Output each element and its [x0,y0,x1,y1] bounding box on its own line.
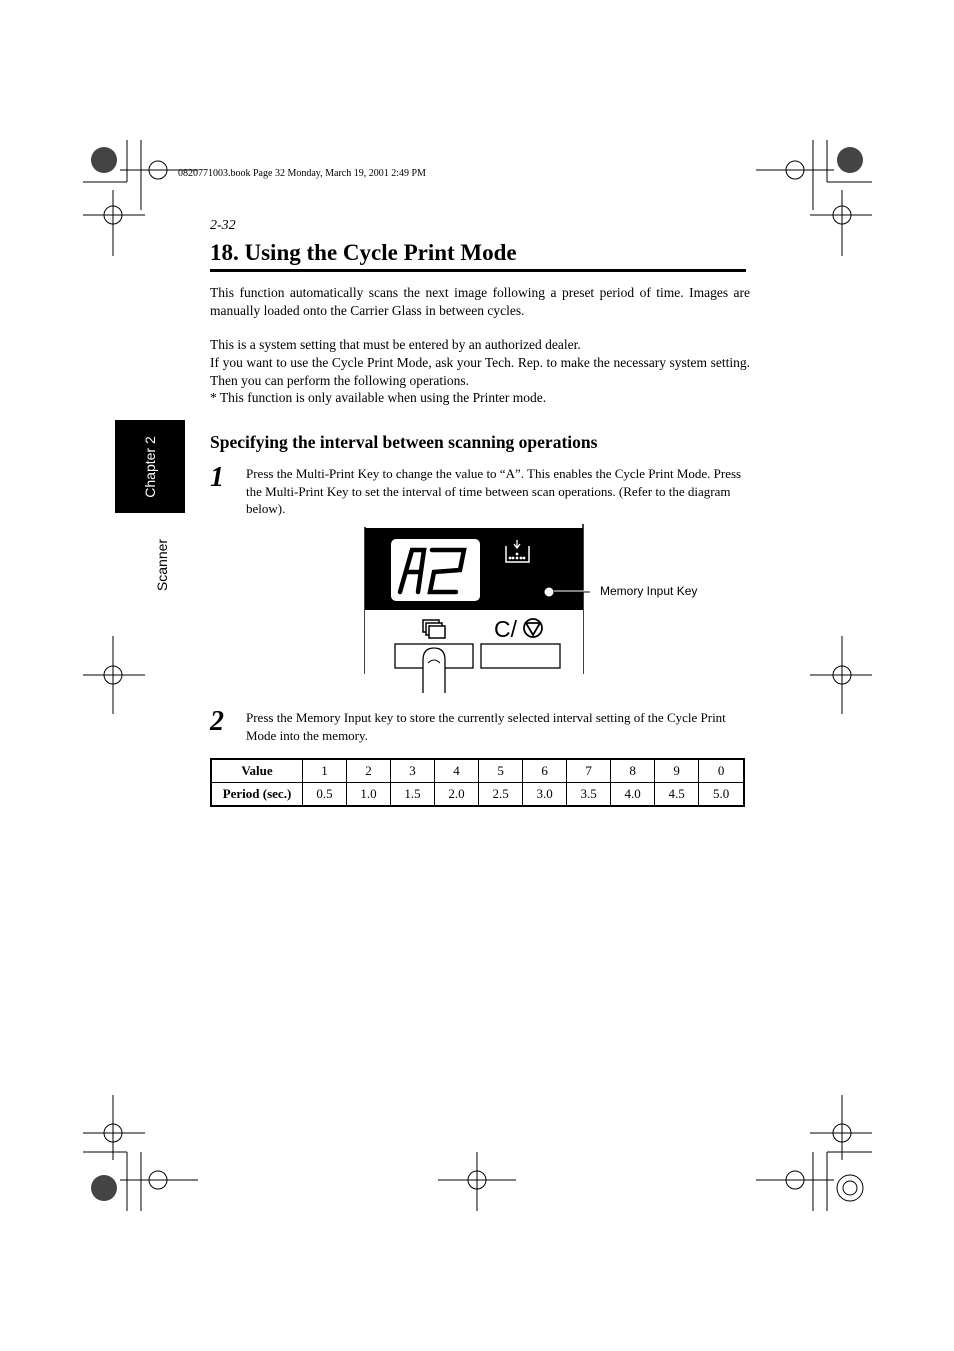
control-panel-diagram [360,522,590,697]
tech-rep-note: If you want to use the Cycle Print Mode, ask your Tech. Rep. to make the necessary system setting. Then you can perform the following operations. [210,355,750,388]
title-rule [210,269,746,272]
section-tab-label: Scanner [154,538,170,592]
intro-paragraph: This function automatically scans the next image following a preset period of time. Images are manually loaded onto the Carrier Glass in between cycles. [210,285,750,318]
step-1-text: Press the Multi-Print Key to change the value to “A”. This enables the Cycle Print Mode. Press the Multi-Print Key to set the interval of time between scan operations. (Refer to the diagram below). [246,466,742,516]
table-cell: 1.5 [391,783,435,807]
table-cell: 4.0 [611,783,655,807]
table-cell: 6 [523,759,567,783]
table-cell: 2.0 [435,783,479,807]
chapter-tab [115,420,185,513]
table-cell: 3.0 [523,783,567,807]
table-cell: 9 [655,759,699,783]
finger-pointer [423,648,445,693]
memory-input-key-callout: Memory Input Key [600,584,698,598]
printer-mode-note: * This function is only available when using the Printer mode. [210,390,547,405]
table-cell: 7 [567,759,611,783]
page-number: 2-32 [210,218,236,233]
clear-stop-key[interactable] [481,644,560,668]
row-header-period: Period (sec.) [211,783,303,807]
table-cell: 5 [479,759,523,783]
table-cell: 2.5 [479,783,523,807]
section-heading: Specifying the interval between scanning operations [210,432,598,452]
table-cell: 3 [391,759,435,783]
table-cell: 1.0 [347,783,391,807]
table-cell: 4.5 [655,783,699,807]
table-cell: 4 [435,759,479,783]
table-cell: 1 [303,759,347,783]
table-cell: 3.5 [567,783,611,807]
page-title: 18. Using the Cycle Print Mode [210,240,517,265]
dealer-note: This is a system setting that must be entered by an authorized dealer. [210,337,581,352]
step-1-number: 1 [210,462,224,493]
table-cell: 8 [611,759,655,783]
chapter-tab-label: Chapter 2 [142,435,158,498]
table-cell: 2 [347,759,391,783]
print-info-line: 0820771003.book Page 32 Monday, March 19, 2001 2:49 PM [178,168,426,179]
multi-print-icon [423,620,445,638]
table-cell: 5.0 [699,783,744,807]
clear-stop-label: C/ [494,616,517,642]
table-cell: 0.5 [303,783,347,807]
interval-table [210,758,745,807]
table-row [211,759,744,783]
table-cell: 0 [699,759,744,783]
step-2-text: Press the Memory Input key to store the currently selected interval setting of the Cycle Print Mode into the memory. [246,710,726,743]
step-2-number: 2 [210,706,224,737]
section-tab [115,520,209,610]
table-row [211,783,744,807]
row-header-value: Value [211,759,303,783]
